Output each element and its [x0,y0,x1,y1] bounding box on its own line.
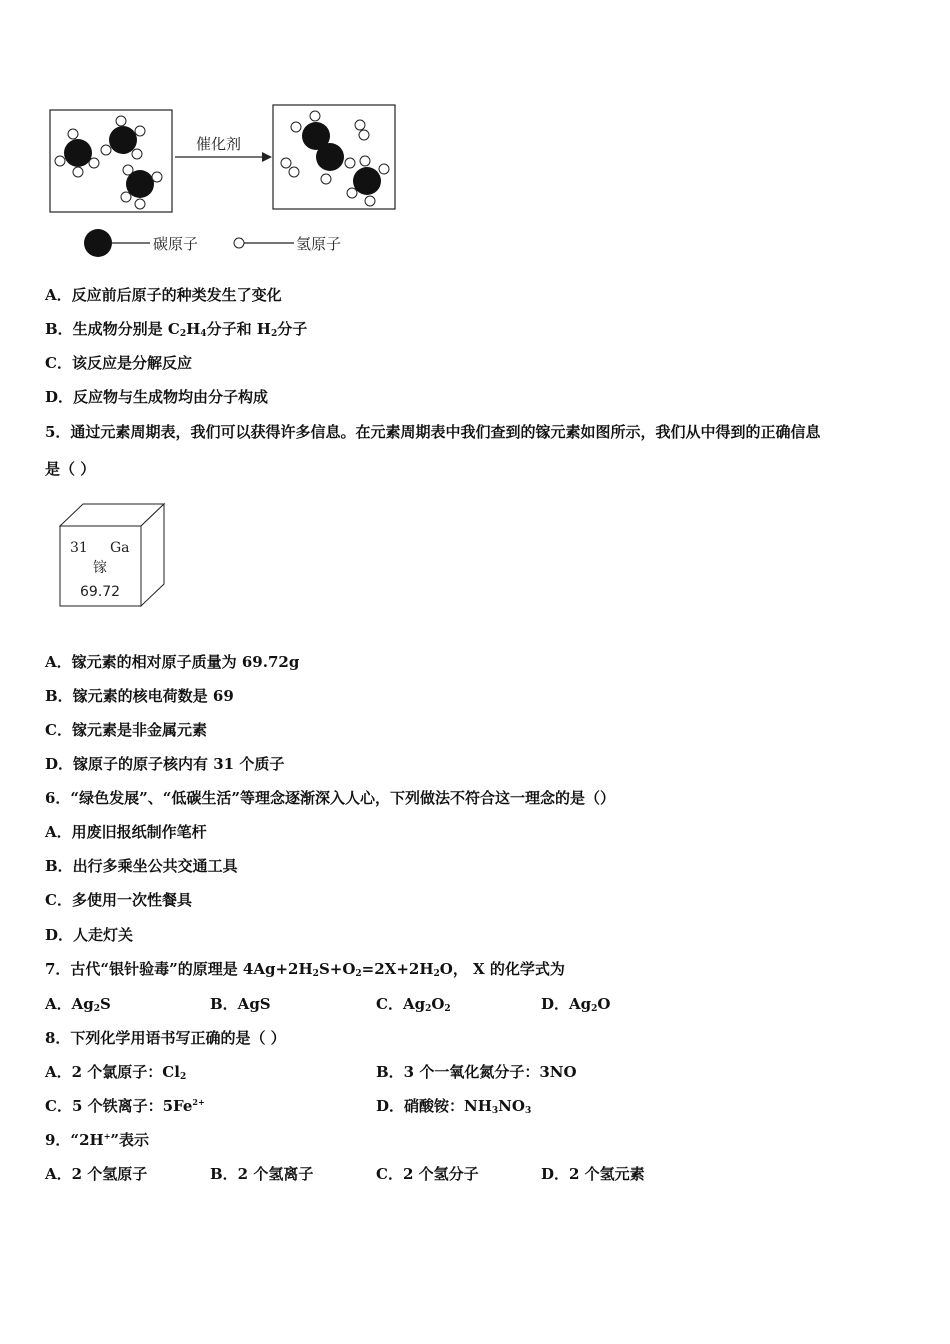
element-name: 镓 [93,560,107,576]
catalyst-label: 催化剂 [196,135,242,153]
reactant-molecule-1 [55,129,99,177]
element-mass: 69.72 [80,584,121,600]
product-ethylene-molecule [291,111,355,184]
q8-option-b: B．3 个一氧化氮分子：3NO [376,1063,577,1081]
element-number: 31 [70,540,88,556]
legend-hydrogen-label: 氢原子 [296,235,342,253]
q7-option-d: D．$Ag_2O$ [541,995,611,1014]
reaction-diagram-svg [40,95,420,270]
q6-option-c: C．多使用一次性餐具 [45,891,192,909]
element-card-gallium [55,500,170,614]
q7-stem: 7．古代“银针验毒”的原理是 $4Ag+2H_2S+O_2=2X+2H_2O$， X 的化学式为 [45,960,565,979]
product-h2-molecule-1 [355,120,369,140]
q5-option-a: A．镓元素的相对原子质量为 69.72g [45,653,300,671]
carbon-atom-icon [84,229,112,257]
q9-option-b: B．2 个氢离子 [210,1165,314,1183]
q6-option-b: B．出行多乘坐公共交通工具 [45,857,238,875]
q7-option-a: A．$Ag_2S$ [45,995,111,1014]
element-symbol: Ga [110,540,130,556]
q7-option-b: B．AgS [210,995,271,1013]
q7-option-c: C．$Ag_2O_2$ [376,995,451,1014]
q5-stem-line1: 5．通过元素周期表，我们可以获得许多信息。在元素周期表中我们查到的镓元素如图所示，我们从中得到的正确信息 [45,423,821,441]
product-h2-molecule-2 [281,158,299,177]
hydrogen-atom-icon [234,238,244,248]
legend [84,229,341,257]
element-card-svg [55,500,170,610]
q5-option-b: B．镓元素的核电荷数是 69 [45,687,234,705]
reactant-molecule-3 [121,165,162,209]
q8-option-d: D．硝酸铵：$NH_3NO_3$ [376,1097,532,1116]
q6-option-d: D．人走灯关 [45,926,134,944]
reaction-diagram [40,95,420,274]
reactant-molecule-2 [101,116,145,159]
q8-option-a: A．2 个氯原子：$Cl_2$ [45,1063,187,1082]
q9-stem: 9．“2H+”表示 [45,1131,150,1149]
q8-option-c: C．5 个铁离子：$5Fe^{2+}$ [45,1097,205,1115]
arrow-head-icon [262,152,272,162]
q4-option-b: B．生成物分别是 $C_2H_4$分子和 $H_2$分子 [45,320,308,339]
q4-option-d: D．反应物与生成物均由分子构成 [45,388,269,406]
q4-option-a: A．反应前后原子的种类发生了变化 [45,286,282,304]
legend-carbon-label: 碳原子 [153,235,199,253]
q9-option-c: C．2 个氢分子 [376,1165,479,1183]
q5-option-c: C．镓元素是非金属元素 [45,721,207,739]
q9-option-d: D．2 个氢元素 [541,1165,645,1183]
q6-stem: 6．“绿色发展”、“低碳生活”等理念逐渐深入人心，下列做法不符合这一理念的是（） [45,789,615,807]
q9-option-a: A．2 个氢原子 [45,1165,148,1183]
q6-option-a: A．用废旧报纸制作笔杆 [45,823,207,841]
q8-stem: 8．下列化学用语书写正确的是（ ） [45,1029,286,1047]
q4-option-c: C．该反应是分解反应 [45,354,192,372]
q5-stem-line2: 是（ ） [45,460,96,478]
q5-option-d: D．镓原子的原子核内有 31 个质子 [45,755,285,773]
